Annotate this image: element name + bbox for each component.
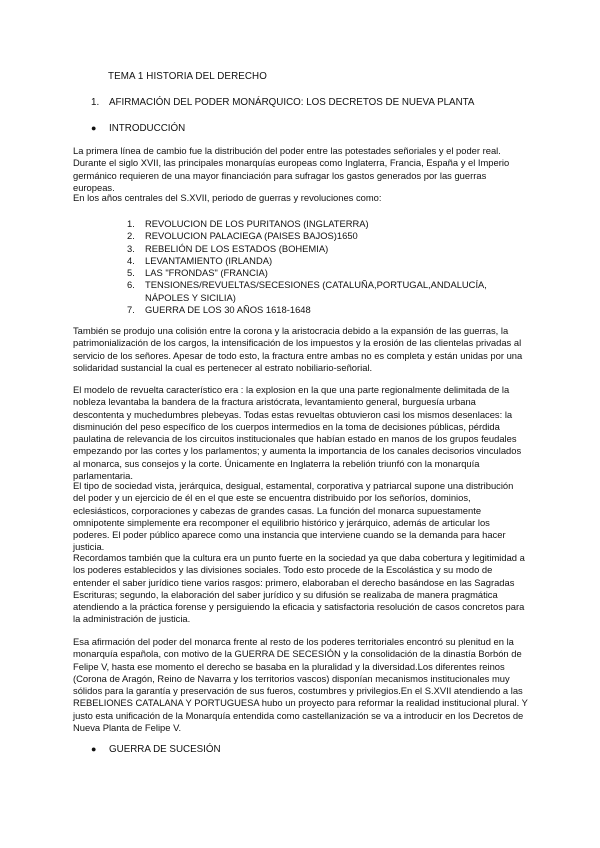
list-item: 7. GUERRA DE LOS 30 AÑOS 1618-1648: [127, 304, 311, 316]
bullet-heading-intro: [91, 122, 185, 135]
bullet-icon: ●: [91, 123, 97, 133]
list-item: 4. LEVANTAMIENTO (IRLANDA): [127, 254, 273, 266]
bullet-heading-war-text: GUERRA DE SUCESIÓN: [109, 744, 221, 755]
list-item: 6. TENSIONES/REVUELTAS/SECESIONES (CATALUÑA,PORTUGAL,ANDALUCÍA, NÁPOLES Y SICILIA): [127, 279, 487, 303]
bullet-heading-war: [91, 743, 221, 756]
list-item: 5. LAS "FRONDAS" (FRANCIA): [127, 267, 268, 279]
section-number: 1.: [91, 97, 100, 108]
paragraph-7: Esa afirmación del poder del monarca frente al resto de los poderes territoriales encontró su plenitud en la monarquía española, con motivo de la GUERRA DE SECESIÓN y la consolidación de la dinastía Borbón de Felipe V, hasta ese momento el derecho se basaba en la pluralidad y la diversidad.Los diferentes reinos (Corona de Aragón, Reino de Navarra y los territorios vascos) disponían mecanismos institucionales muy sólidos para la garantía y preservación de sus fueros, costumbres y privilegios.En el S.XVII atendiendo a las REBELIONES CATALANA Y PORTUGUESA hubo un proyecto para reformar la realidad institucional plural. Y justo esta unificación de la Monarquía entendida como castellanización se va a introducir en los Decretos de Nueva Planta de Felipe V.: [73, 636, 528, 734]
section-heading: [91, 97, 474, 109]
bullet-heading-intro-text: INTRODUCCIÓN: [109, 123, 186, 134]
bullet-icon: ●: [91, 744, 97, 754]
section-heading-text: AFIRMACIÓN DEL PODER MONÁRQUICO: LOS DECRETOS DE NUEVA PLANTA: [109, 97, 475, 108]
paragraph-6: Recordamos también que la cultura era un punto fuerte en la sociedad ya que daba cobertura y legitimidad a los poderes establecidos y las divisiones sociales. Todo esto procede de la Escolástica y su modo de entender el saber jurídico tiene varios rasgos: primero, elaboraban el derecho basándose en las Sagradas Escrituras; segundo, la elaboración del saber jurídico y su difusión se realizaba de manera pragmática atendiendo a la práctica forense y persiguiendo la eficacia y satisfactoria resolución de casos concretos para la administración de justicia.: [73, 552, 525, 625]
list-item: 3. REBELIÓN DE LOS ESTADOS (BOHEMIA): [127, 242, 329, 254]
list-item: 1. REVOLUCION DE LOS PURITANOS (INGLATERRA): [127, 218, 369, 229]
paragraph-3: También se produjo una colisión entre la corona y la aristocracia debido a la expansión de las guerras, la patrimonialización de los cargos, la intensificación de los impuestos y la erosión de las clientelas privadas al servicio de los señores. Apesar de todo esto, la fractura entre ambas no es completa y están unidas por una solidaridad sustancial la cual es pertenecer al estrato nobiliario-señorial.: [73, 325, 523, 373]
paragraph-2: En los años centrales del S.XVII, periodo de guerras y revoluciones como:: [73, 192, 382, 203]
document-title: TEMA 1 HISTORIA DEL DERECHO: [108, 71, 267, 82]
paragraph-1: La primera línea de cambio fue la distribución del poder entre las potestades señoriales y el poder real. Durante el siglo XVII, las principales monarquías europeas como Inglaterra, Francia, España y el Imperio germánico requieren de una mayor financiación para sufragar los gastos generados por las guerras europeas.: [73, 145, 510, 193]
list-item: 2. REVOLUCION PALACIEGA (PAISES BAJOS)1650: [127, 230, 358, 242]
paragraph-5: El tipo de sociedad vista, jerárquica, desigual, estamental, corporativa y patriarcal supone una distribución del poder y un ejercicio de él en el que este se encuentra distribuido por los señoríos, dominios, eclesiásticos, corporaciones y cabezas de grandes casas. La función del monarca supuestamente omnipotente simplemente era recomponer el equilibrio histórico y jerárquico, además de articular los poderes. El poder público aparece como una instancia que interviene cuando se la demanda para hacer justicia.: [73, 480, 514, 553]
events-list: [127, 218, 527, 316]
paragraph-4: El modelo de revuelta característico era : la explosion en la que una parte regionalmente delimitada de la nobleza levantaba la bandera de la fractura aristócrata, levantamiento general, burguesía urbana descontenta y muchedumbres plebeyas. Todas estas revueltas obtuvieron casi los mismos desenlaces: la disminución del peso específico de los cuerpos intermedios en la toma de decisiones públicas, pérdida paulatina de relevancia de los circuitos institucionales que habían estado en manos de los grupos feudales empezando por las cortes y los parlamentos; y aumenta la importancia de los canales decisorios vinculados al monarca, sus consejos y la corte. Únicamente en Inglaterra la rebelión triunfó con la monarquía parlamentaria.: [73, 384, 522, 482]
